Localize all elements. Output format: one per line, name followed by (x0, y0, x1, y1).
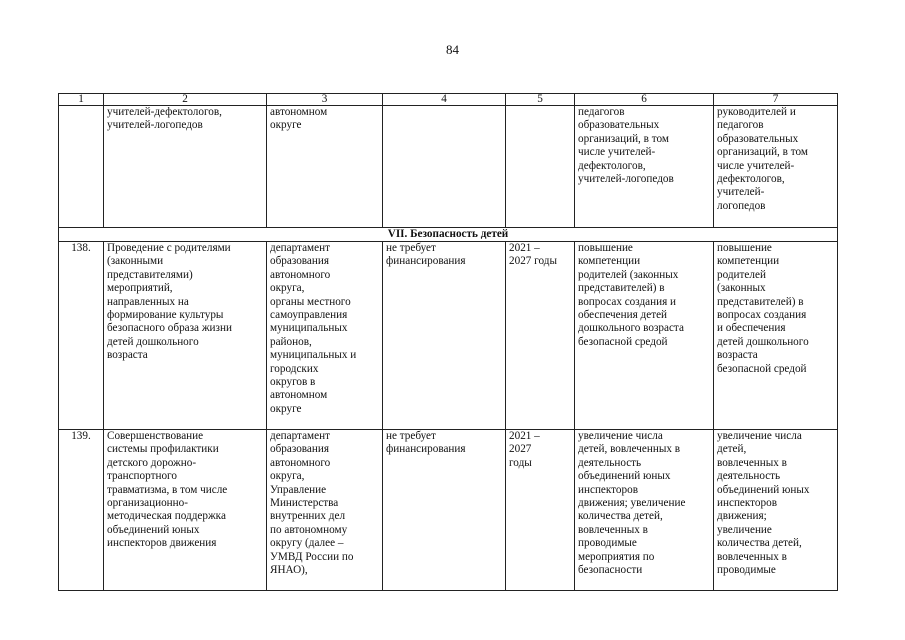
period-cell: 2021 – 2027 годы (506, 430, 575, 591)
section-title: VII. Безопасность детей (59, 228, 838, 242)
executors-cell: департамент образования автономного округа, Управление Министерства внутренних дел по автономному округу (далее – УМВД России по ЯНАО), (267, 430, 383, 591)
event-cell: Совершенствование системы профилактики детского дорожно- транспортного травматизма, в том числе организационно- методическая поддержка объединений юных инспекторов движения (104, 430, 267, 591)
indicator-cell: увеличение числа детей, вовлеченных в деятельность объединений юных инспекторов движения; увеличение количества детей, вовлеченных в проводимые (714, 430, 838, 591)
event-cell: Проведение с родителями (законными представителями) мероприятий, направленных на формирование культуры безопасного образа жизни детей дошкольного возраста (104, 242, 267, 430)
executors-cell: департамент образования автономного округа, органы местного самоуправления муниципальных районов, муниципальных и городских округов в автономном округе (267, 242, 383, 430)
column-number-2: 2 (104, 94, 267, 106)
continuation-row (59, 106, 838, 228)
continuation-cell-1 (59, 106, 104, 228)
section-row (59, 228, 838, 242)
page-number: 84 (446, 42, 459, 57)
column-number-1: 1 (59, 94, 104, 106)
column-number-4: 4 (383, 94, 506, 106)
measures-table (58, 93, 838, 591)
row-number: 139. (59, 430, 104, 591)
column-number-5: 5 (506, 94, 575, 106)
continuation-cell-6: педагогов образовательных организаций, в том числе учителей- дефектологов, учителей-логопедов (575, 106, 714, 228)
result-cell: увеличение числа детей, вовлеченных в деятельность объединений юных инспекторов движения; увеличение количества детей, вовлеченных в проводимые мероприятия по безопасности (575, 430, 714, 591)
funding-cell: не требует финансирования (383, 430, 506, 591)
column-number-3: 3 (267, 94, 383, 106)
table-row (59, 430, 838, 591)
row-number: 138. (59, 242, 104, 430)
continuation-cell-4 (383, 106, 506, 228)
table-row (59, 242, 838, 430)
continuation-cell-3: автономном округе (267, 106, 383, 228)
continuation-cell-7: руководителей и педагогов образовательных организаций, в том числе учителей- дефектологов, учителей- логопедов (714, 106, 838, 228)
funding-cell: не требует финансирования (383, 242, 506, 430)
column-number-7: 7 (714, 94, 838, 106)
result-cell: повышение компетенции родителей (законных представителей) в вопросах создания и обеспечения детей дошкольного возраста безопасной средой (575, 242, 714, 430)
column-number-row (59, 94, 838, 106)
continuation-cell-5 (506, 106, 575, 228)
column-number-6: 6 (575, 94, 714, 106)
continuation-cell-2: учителей-дефектологов, учителей-логопедов (104, 106, 267, 228)
period-cell: 2021 – 2027 годы (506, 242, 575, 430)
indicator-cell: повышение компетенции родителей (законных представителей) в вопросах создания и обеспечения детей дошкольного возраста безопасной средой (714, 242, 838, 430)
